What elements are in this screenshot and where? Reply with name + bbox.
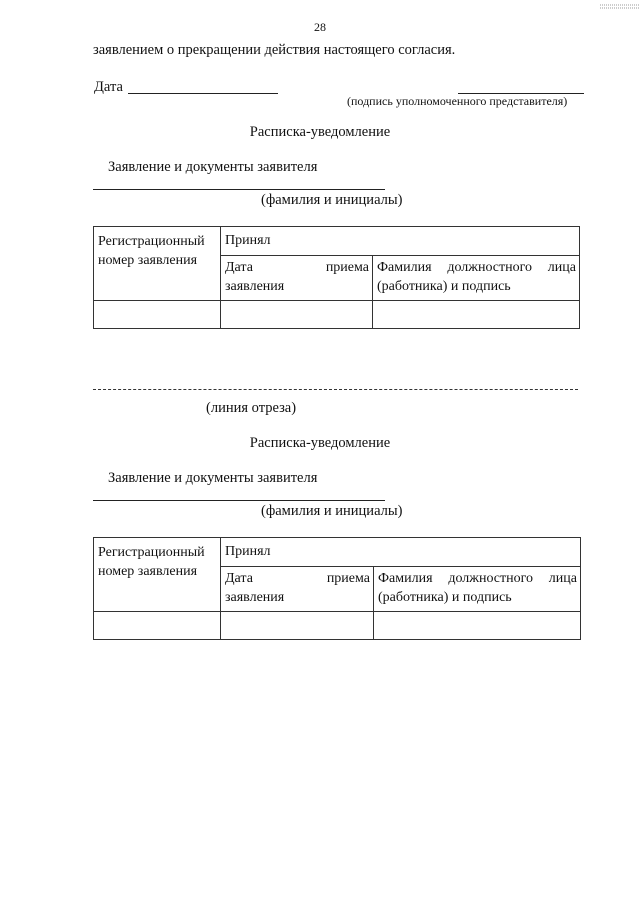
statement-text-2: Заявление и документы заявителя [108, 470, 318, 486]
applicant-name-line-2 [93, 500, 385, 501]
date-received-cell[interactable] [221, 611, 374, 639]
date-field-line [128, 93, 278, 94]
date-word: Дата [225, 260, 253, 275]
reg-number-header: Регистрационный номер заявления [94, 538, 221, 612]
page-corner-mark [600, 0, 640, 8]
date-word: Дата [225, 571, 253, 586]
signature-caption: (подпись уполномоченного представителя) [347, 94, 568, 108]
receipt-table-2 [93, 537, 581, 640]
reg-number-header: Регистрационный номер заявления [94, 227, 221, 301]
date-received-cell[interactable] [221, 300, 373, 328]
accepted-header: Принял [221, 227, 580, 256]
applicant-name-line-1 [93, 189, 385, 190]
received-word: приема [325, 260, 369, 275]
official-signature-cell[interactable] [373, 300, 580, 328]
cut-line [93, 389, 578, 390]
page-number: 28 [314, 20, 326, 34]
reg-number-cell[interactable] [94, 300, 221, 328]
date-received-header [221, 256, 373, 301]
cut-line-caption: (линия отреза) [206, 400, 297, 416]
application-word: заявления [225, 589, 285, 605]
reg-number-cell[interactable] [94, 611, 221, 639]
received-word: приема [326, 571, 370, 586]
date-received-header [221, 567, 374, 612]
accepted-header: Принял [221, 538, 581, 567]
continued-text: заявлением о прекращении действия настоящего согласия. [93, 42, 456, 58]
application-word: заявления [225, 278, 285, 294]
official-name-header: Фамилия должностного лица (работника) и подпись [374, 567, 581, 612]
statement-text-1: Заявление и документы заявителя [108, 159, 318, 175]
receipt-heading-2: Расписка-уведомление [249, 435, 391, 451]
name-caption-1: (фамилия и инициалы) [261, 192, 403, 208]
receipt-table-1 [93, 226, 580, 329]
official-name-header: Фамилия должностного лица (работника) и подпись [373, 256, 580, 301]
official-signature-cell[interactable] [374, 611, 581, 639]
date-label: Дата [94, 79, 123, 95]
name-caption-2: (фамилия и инициалы) [261, 503, 403, 519]
receipt-heading-1: Расписка-уведомление [249, 124, 391, 140]
